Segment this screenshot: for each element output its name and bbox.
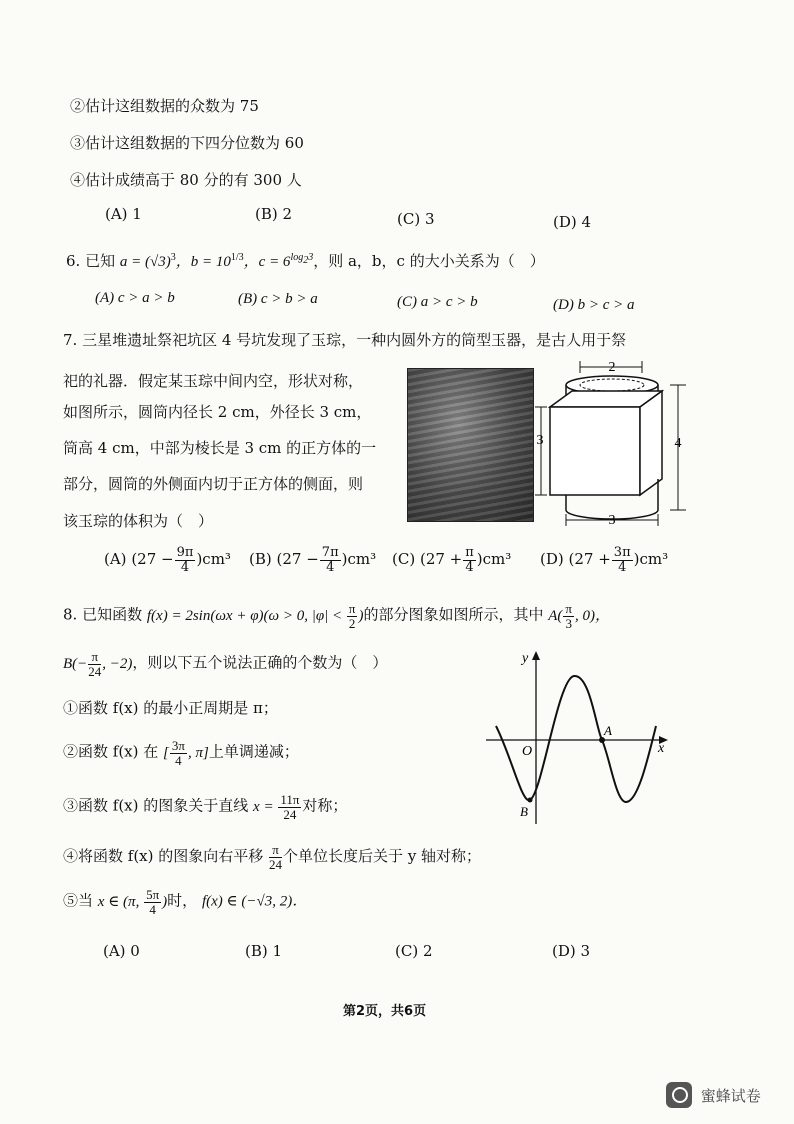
q7-b-post: )cm³ xyxy=(341,550,377,569)
q8-s5-a: ⑤当 xyxy=(63,891,94,910)
statement-3: ③估计这组数据的下四分位数为 60 xyxy=(70,134,304,152)
question-7-line-5: 部分，圆筒的外侧面内切于正方体的侧面，则 xyxy=(63,475,364,493)
q8-s4-fraction: $\frac{\pi}{24}$ xyxy=(269,842,283,872)
watermark-text: 蜜蜂试卷 xyxy=(700,1086,761,1105)
question-6-formula: $a = (√3)^3$，$b = 10^{1/3}$，$c = 6^{log_23}$ xyxy=(119,252,314,270)
q7-d-num: 3π xyxy=(613,545,631,560)
question-8-option-d: (D) 3 xyxy=(552,942,591,960)
q7-a-num: 9π xyxy=(176,545,194,560)
question-6-lead: 已知 xyxy=(85,252,116,270)
prev-option-c: (C) 3 xyxy=(397,210,435,228)
prev-option-b: (B) 2 xyxy=(255,205,293,223)
question-8-line2-tail: ，则以下五个说法正确的个数为（ ） xyxy=(132,653,388,672)
page-footer: 第2页，共6页 xyxy=(343,1004,427,1019)
question-8-option-a: (A) 0 xyxy=(103,942,140,960)
q8-s2-a: ②函数 f(x) 在 xyxy=(63,742,159,761)
q8-s4-a: ④将函数 f(x) 的图象向右平移 xyxy=(63,847,264,866)
q7-c-den: 4 xyxy=(465,559,474,575)
prev-option-d: (D) 4 xyxy=(553,213,592,231)
question-6-tail: ，则 a，b，c 的大小关系为（ ） xyxy=(313,252,545,270)
jade-cong-photo xyxy=(407,368,534,522)
q8-s5-b: 时， xyxy=(167,891,198,910)
diagram-label-bottom: 3 xyxy=(608,513,616,528)
question-6-option-d: (D) b > c > a xyxy=(553,297,635,313)
q7-c-num: π xyxy=(465,545,474,560)
prev-option-a: (A) 1 xyxy=(105,205,142,223)
question-6-number: 6. xyxy=(66,252,81,270)
statement-4: ④估计成绩高于 80 分的有 300 人 xyxy=(70,171,302,189)
q7-a-pre: (27 − xyxy=(131,550,174,569)
point-b-marker xyxy=(528,798,533,803)
question-7-line-6: 该玉琮的体积为（ ） xyxy=(63,512,214,530)
question-7-line-3: 如图所示，圆筒内径长 2 cm，外径长 3 cm， xyxy=(63,403,372,421)
q7-d-label: (D) xyxy=(540,550,564,569)
statement-2: ②估计这组数据的众数为 75 xyxy=(70,97,259,115)
question-6-stem xyxy=(66,250,545,271)
q7-c-pre: (27 + xyxy=(419,550,463,569)
q7-d-post: )cm³ xyxy=(633,550,669,569)
q7-c-post: )cm³ xyxy=(476,550,512,569)
point-b-label: B xyxy=(520,804,528,819)
q7-a-post: )cm³ xyxy=(196,550,231,569)
q8-statement-5 xyxy=(63,888,307,916)
q8-s3-line: x = $\frac{11\pi}{24}$ xyxy=(253,792,300,822)
jade-cong-diagram xyxy=(530,355,700,530)
q7-b-den: 4 xyxy=(326,559,335,575)
y-axis-label: y xyxy=(522,651,529,666)
q8-statement-3 xyxy=(63,793,347,821)
q7-a-label: (A) xyxy=(104,550,127,569)
question-6-option-a: (A) c > a > b xyxy=(95,290,175,306)
q8-s5-domain: x ∈ (π, $\frac{5\pi}{4}$ ) xyxy=(97,887,168,917)
diagram-label-right: 4 xyxy=(674,436,682,451)
q7-d-den: 4 xyxy=(618,559,627,575)
watermark-logo-icon xyxy=(666,1082,692,1108)
point-a-coordinates: A( $\frac{\pi}{3}$ , 0)， xyxy=(548,601,610,631)
x-axis-label: x xyxy=(658,741,665,756)
question-7-option-a xyxy=(104,546,231,574)
q8-s4-b: 个单位长度后关于 y 轴对称； xyxy=(283,847,482,866)
q8-s3-a: ③函数 f(x) 的图象关于直线 xyxy=(63,796,249,815)
q8-s2-interval: [ $\frac{3\pi}{4}$ , π] xyxy=(163,738,209,768)
q7-a-den: 4 xyxy=(180,559,190,575)
diagram-label-top: 2 xyxy=(608,360,616,375)
q7-b-num: 7π xyxy=(321,545,339,560)
question-8-number: 8. xyxy=(63,605,78,624)
question-8-function: f(x) = 2sin(ωx + φ)(ω > 0, |φ| < $\frac{\pi}{2}$ ) xyxy=(146,601,364,631)
question-8-option-b: (B) 1 xyxy=(245,942,283,960)
q8-statement-4 xyxy=(63,843,481,871)
q7-b-pre: (27 − xyxy=(276,550,319,569)
watermark xyxy=(666,1082,761,1108)
question-8-lead: 已知函数 xyxy=(82,605,143,624)
question-7-option-d xyxy=(540,546,668,574)
question-7-line-2: 祀的礼器．假定某玉琮中间内空，形状对称， xyxy=(63,372,364,390)
q8-s2-b: 上单调递减； xyxy=(208,742,299,761)
question-7-option-b xyxy=(249,546,376,574)
question-7-option-c xyxy=(392,546,511,574)
sine-graph xyxy=(486,648,672,824)
question-8-stem-line-1 xyxy=(63,602,610,630)
q7-c-label: (C) xyxy=(392,550,416,569)
q8-s3-b: 对称； xyxy=(302,796,348,815)
question-6-option-c: (C) a > c > b xyxy=(397,294,478,310)
question-7-line-4: 筒高 4 cm，中部为棱长是 3 cm 的正方体的一 xyxy=(63,439,377,457)
q8-statement-1: ①函数 f(x) 的最小正周期是 π； xyxy=(63,699,278,717)
q8-s5-range: f(x) ∈ (−√3, 2)． xyxy=(201,893,308,910)
point-b-coordinates: B(− $\frac{\pi}{24}$ , −2) xyxy=(63,649,133,679)
diagram-label-left: 3 xyxy=(536,433,544,448)
question-8-option-c: (C) 2 xyxy=(395,942,433,960)
q8-statement-2 xyxy=(63,739,299,767)
question-8-stem-line-2 xyxy=(63,650,387,678)
q7-d-pre: (27 + xyxy=(568,550,611,569)
question-8-mid: 的部分图象如图所示，其中 xyxy=(363,605,544,624)
question-6-option-b: (B) c > b > a xyxy=(238,291,318,307)
question-7-line-1: 7. 三星堆遗址祭祀坑区 4 号坑发现了玉琮，一种内圆外方的筒型玉器，是古人用于祭 xyxy=(63,331,627,349)
point-a-label: A xyxy=(604,723,612,738)
origin-label: O xyxy=(522,744,533,759)
q7-b-label: (B) xyxy=(249,550,272,569)
